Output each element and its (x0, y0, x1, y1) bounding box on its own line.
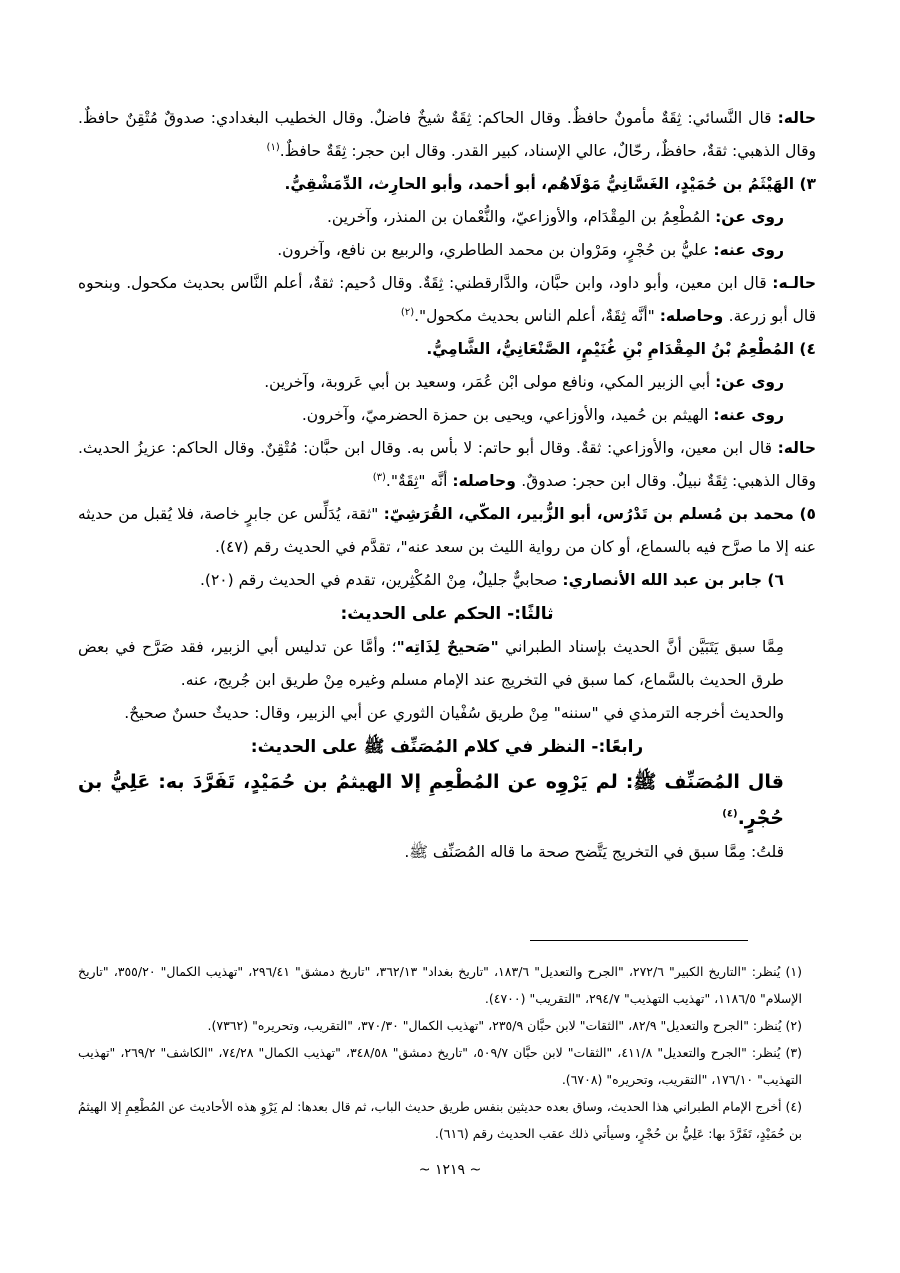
conclusion-label: وحاصله: (452, 472, 522, 490)
page-number: ~ ١٢١٩ ~ (418, 1162, 482, 1178)
section-3-paragraph-1 (78, 631, 816, 697)
text: صحابيٌّ جليلٌ، مِنْ المُكْثِرين، تقدم في الحديث رقم (٢٠). (199, 571, 563, 589)
conclusion-label: وحاصله: (659, 307, 729, 325)
paragraph-1 (78, 102, 816, 168)
text: "ثقة، يُدَلِّس عن جابرٍ خاصة، فلا يُقبل من حديثه عنه إلا ما صرَّح فيه بالسماع، أو كان من رواية الليث بن سعد عنه"، تقدَّم في الحديث رقم (٤٧). (78, 505, 816, 556)
footnote-ref: (٣) (372, 471, 386, 483)
main-text (78, 102, 816, 869)
narrator-4-status (78, 432, 816, 498)
text: قال النَّسائي: ثِقَةٌ مأمونٌ حافظٌ. وقال الحاكم: ثِقَةٌ شيخٌ فاضلٌ. وقال الخطيب البغدادي: صدوقٌ مُتْقِنٌ حافظٌ. وقال الذهبي: ثقةٌ، حافظٌ، رحّالٌ، عالي الإسناد، كبير القدر. وقال ابن حجر: ثِقَةٌ حافظٌ. (78, 109, 816, 160)
narrator-5 (78, 498, 816, 564)
label: روى عن: (715, 208, 784, 226)
label: حاله: (777, 109, 816, 127)
footnote-ref: (٢) (400, 306, 415, 318)
heading-number: ثالثًا: (514, 604, 554, 624)
label: روى عنه: (713, 241, 784, 259)
narrator-3-to (78, 234, 816, 267)
section-3-heading (78, 597, 816, 631)
text: عليُّ بن حُجْرٍ، ومَرْوان بن محمد الطاطري، والربيع بن نافع، وآخرون. (277, 241, 714, 259)
conclusion-text: أنَّه "ثِقَةٌ". (385, 472, 453, 490)
footnote-2: (٢) يُنظر: "الجرح والتعديل" ٨٢/٩، "الثقات" لابن حبَّان ٢٣٥/٩، "تهذيب الكمال" ٣٧٠/٣٠، "التقريب، وتحريره" (٧٣٦٢). (207, 1018, 802, 1033)
heading-number: رابعًا: (598, 737, 644, 757)
footnote-1: (١) يُنظر: "التاريخ الكبير" ٢٧٢/٦، "الجرح والتعديل" ١٨٣/٦، "تاريخ بغداد" ٣٦٢/١٣، "تاريخ دمشق" ٢٩٦/٤١، "تهذيب الكمال" ٣٥٥/٢٠، "تاريخ الإسلام" ١١٨٦/٥، "تهذيب التهذيب" ٢٩٤/٧، "التقريب" (٤٧٠٠). (78, 964, 802, 1006)
text: الهيثم بن حُميد، والأوزاعي، ويحيى بن حمزة الحضرميّ، وآخرون. (301, 406, 714, 424)
text: المُطْعِمُ بن المِقْدَام، والأوزاعيّ، والنُّعْمان بن المنذر، وآخرين. (327, 208, 716, 226)
narrator-4-from (78, 366, 816, 399)
footnote-4: (٤) أخرج الإمام الطبراني هذا الحديث، وساق بعده حديثين بنفس طريق حديث الباب، ثم قال بعدها: لم يَرْوِ هذه الأحاديث عن المُطْعِمِ إلا الهيثمُ بن حُمَيْدٍ، تَفَرَّدَ بها: عَلِيُّ بن حُجْرٍ، وسيأتي ذلك عقب الحديث رقم (٦١٦). (78, 1099, 802, 1141)
title: ٦) جابر بن عبد الله الأنصاري: (562, 571, 784, 589)
title: ٥) محمد بن مُسلم بن تَدْرُس، أبو الزُّبير، المكّي، القُرَشِيّ: (383, 505, 817, 523)
text: مِمَّا سبق يَتَبَيَّن أنَّ الحديث بإسناد الطبراني (498, 638, 784, 656)
narrator-4-title: ٤) المُطْعِمُ بْنُ المِقْدَامِ بْنِ غُنَيْمٍ، الصَّنْعَانِيُّ، الشَّامِيُّ. (426, 340, 816, 358)
footnote-ref: (٤) (722, 808, 738, 820)
narrator-3-from (78, 201, 816, 234)
text: قال ابن معين، وأبو داود، وابن حبَّان، والدَّارقطني: ثِقَةٌ. وقال دُحيم: ثقةٌ، أعلم النَّاس بحديث مكحول. وبنحوه قال أبو زرعة. (78, 274, 816, 325)
quote-text: قال المُصَنِّف ﷺ: لم يَرْوِه عن المُطْعِمِ إلا الهيثمُ بن حُمَيْدٍ، تَفَرَّدَ به: عَلِيُّ بن حُجْرٍ. (78, 771, 784, 829)
section-4-heading (78, 730, 816, 764)
heading-text: - الحكم على الحديث: (340, 604, 515, 624)
label: روى عنه: (713, 406, 784, 424)
footnote-divider (530, 940, 748, 941)
text: أبي الزبير المكي، ونافع مولى ابْن عُمَر، وسعيد بن أبي عَروبة، وآخرين. (264, 373, 716, 391)
footnote-3: (٣) يُنظر: "الجرح والتعديل" ٤١١/٨، "الثقات" لابن حبَّان ٥٠٩/٧، "تاريخ دمشق" ٣٤٨/٥٨، "تهذيب الكمال" ٧٤/٢٨، "الكاشف" ٢٦٩/٢، "تهذيب التهذيب" ١٧٦/١٠، "التقريب، وتحريره" (٦٧٠٨). (78, 1045, 803, 1087)
narrator-6 (78, 564, 816, 597)
author-quote (78, 764, 816, 836)
label: حاله: (777, 439, 816, 457)
conclusion: قلتُ: مِمَّا سبق في التخريج يَتَّضح صحة ما قاله المُصَنِّف ﷺ. (404, 843, 784, 861)
label: روى عن: (715, 373, 784, 391)
text: قال ابن معين، والأوزاعي: ثقةٌ. وقال أبو حاتم: لا بأس به. وقال ابن حبَّان: مُتْقِنٌ. وقال الحاكم: عزيزُ الحديث. وقال الذهبي: ثِقَةٌ نبيلٌ. وقال ابن حجر: صدوقٌ. (78, 439, 816, 490)
conclusion-text: "أنَّه ثِقَةٌ، أعلم الناس بحديث مكحول". (414, 307, 660, 325)
footnotes (78, 958, 816, 1147)
label: حالـه: (772, 274, 816, 292)
footnote-ref: (١) (266, 141, 280, 153)
text: ؛ وأمَّا عن تدليس أبي الزبير، فقد صَرَّح في بعض طرق الحديث بالسَّماع، كما سبق في التخريج عند الإمام مسلم وغيره مِنْ طريق ابن جُريج، عنه. (78, 638, 784, 689)
narrator-3-status (78, 267, 816, 333)
narrator-4-to (78, 399, 816, 432)
verdict: "صَحيحٌ لِذَاتِه" (396, 638, 499, 656)
narrator-3-title: ٣) الهَيْثَمُ بن حُمَيْدٍ، الغَسَّانِيُّ مَوْلَاهُم، أبو أحمد، وأبو الحارِث، الدِّمَشْقِيُّ. (284, 175, 816, 193)
heading-text: - النظر في كلام المُصَنِّف ﷺ على الحديث: (250, 737, 599, 757)
section-3-paragraph-2: والحديث أخرجه الترمذي في "سننه" مِنْ طريق سُفْيان الثوري عن أبي الزبير، وقال: حديثٌ حسنٌ صحيحٌ. (124, 704, 784, 722)
